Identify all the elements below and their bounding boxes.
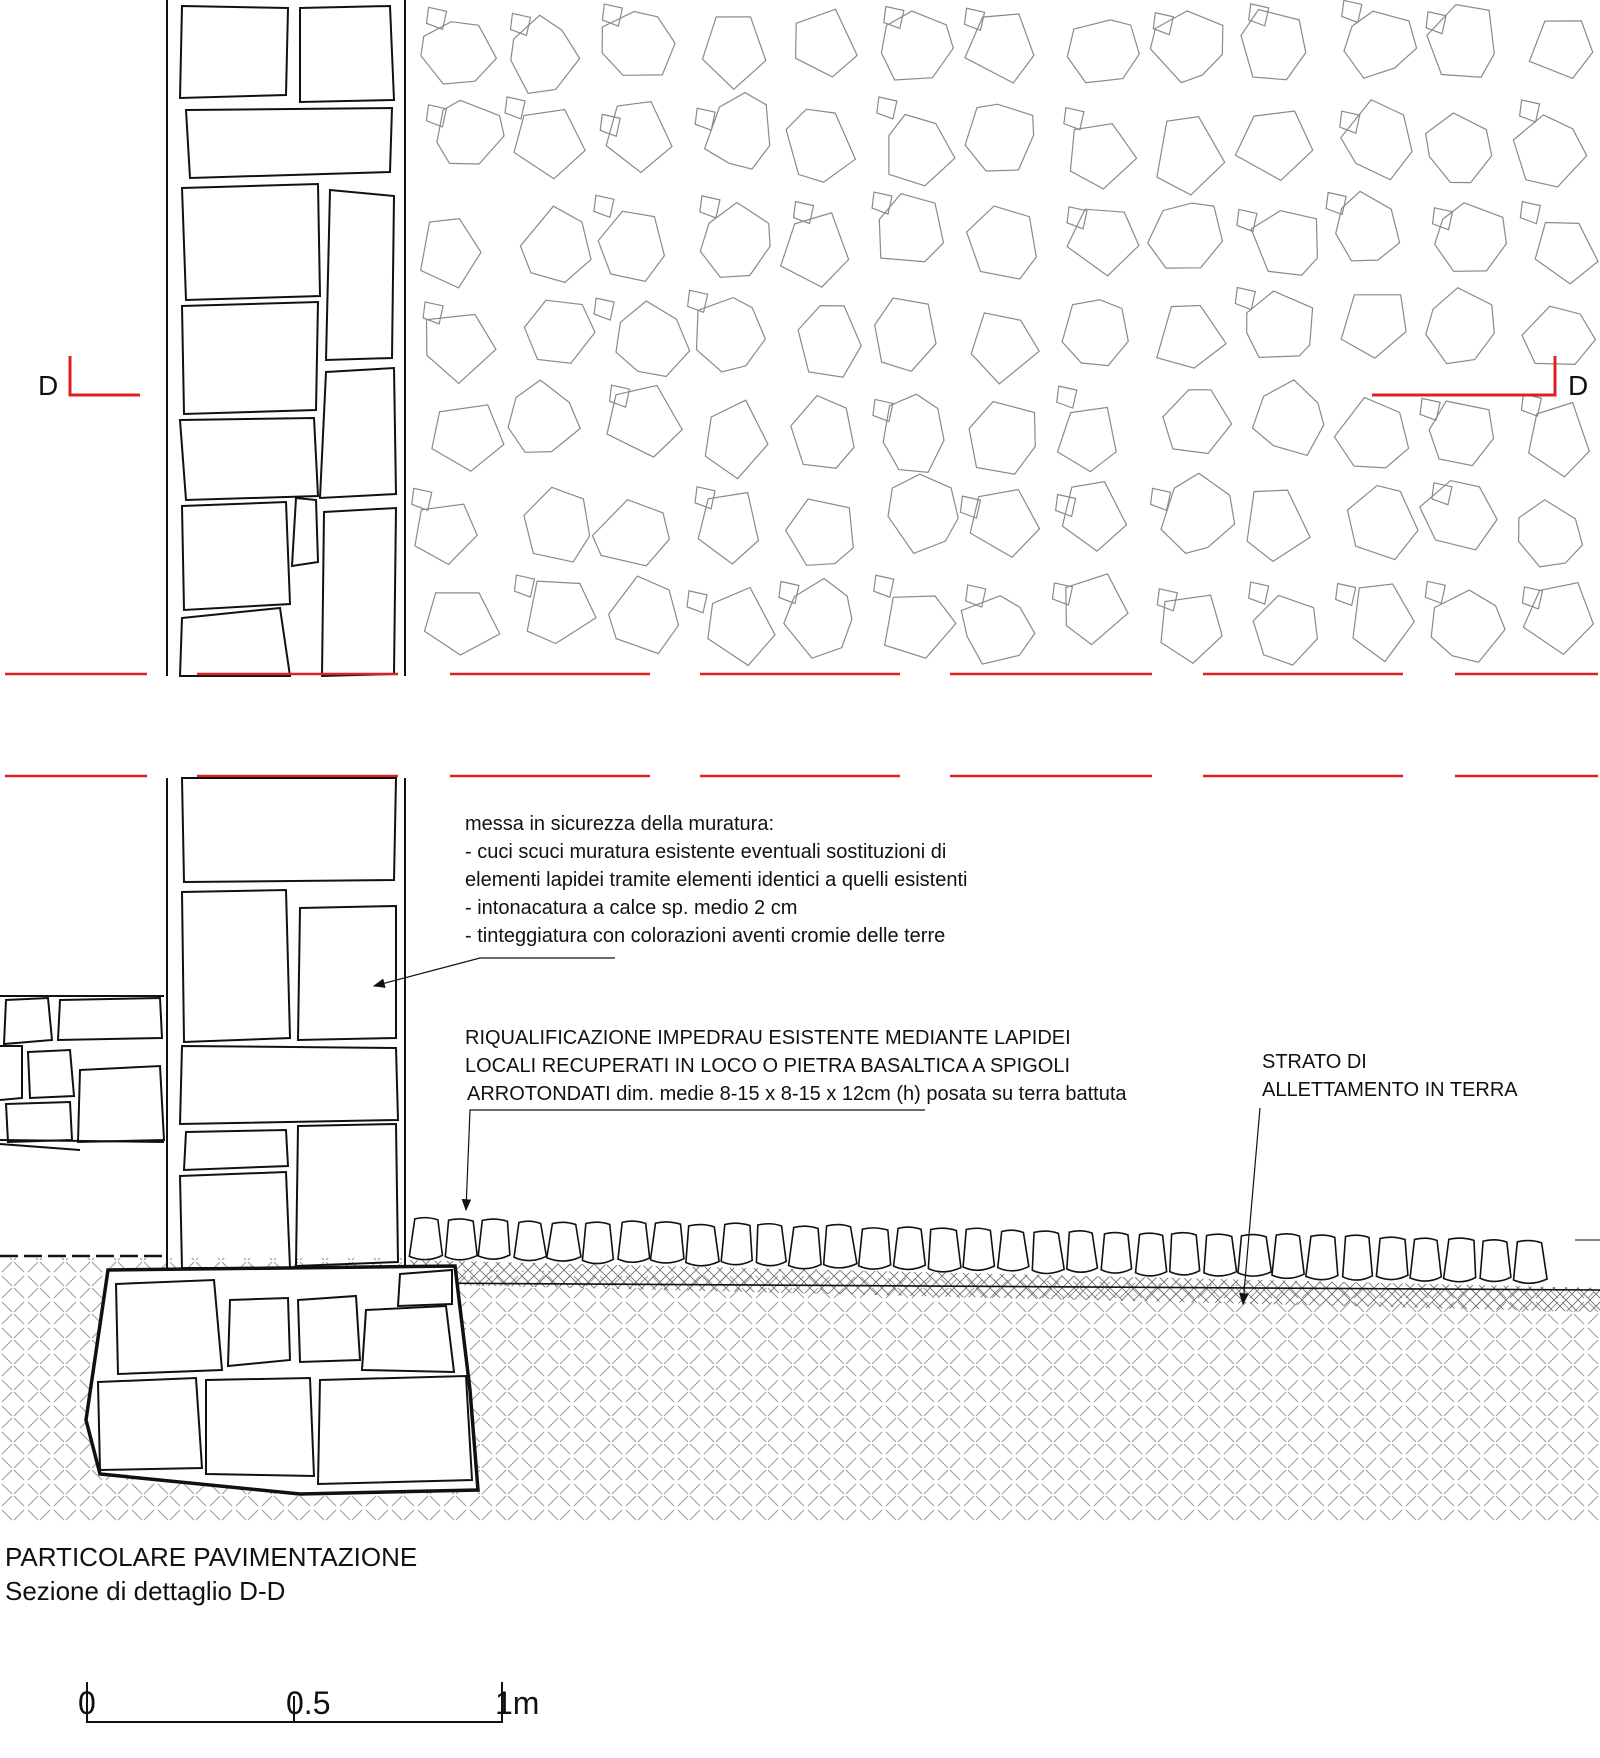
plan-stone [432, 405, 504, 471]
plan-stone [781, 213, 849, 287]
plan-stone [1151, 488, 1171, 510]
plan-stone [427, 314, 496, 383]
scale-bar [78, 1682, 539, 1722]
cobble-stone [582, 1222, 613, 1263]
foundation [86, 1266, 478, 1494]
plan-stone [1529, 21, 1592, 79]
plan-stone [786, 499, 854, 565]
wall-note-line: - intonacatura a calce sp. medio 2 cm [465, 897, 798, 919]
cobble-stone [894, 1227, 926, 1269]
plan-stone [1522, 306, 1595, 364]
paving-note-line: RIQUALIFICAZIONE IMPEDRAU ESISTENTE MEDIANTE LAPIDEI [465, 1027, 1071, 1049]
plan-stone [610, 385, 630, 407]
plan-stone [879, 194, 943, 262]
plan-stone [427, 7, 447, 29]
bedding-note-line: ALLETTAMENTO IN TERRA [1262, 1079, 1518, 1101]
plan-stone [1426, 113, 1492, 183]
wall-note-line: elementi lapidei tramite elementi identici a quelli esistenti [465, 869, 968, 891]
plan-stone [514, 110, 585, 179]
cobble-stone [963, 1228, 994, 1270]
plan-stone [1513, 115, 1586, 187]
plan-wall [167, 0, 405, 676]
plan-stone [1249, 582, 1269, 604]
plan-stone [703, 17, 766, 90]
cobble-stone [859, 1228, 891, 1269]
plan-stone [1521, 394, 1541, 416]
adjacent-wall [0, 996, 164, 1150]
plan-stone [1334, 398, 1408, 468]
plan-stone [1148, 203, 1223, 268]
bedding-note [1262, 1051, 1518, 1101]
scale-label-half: 0.5 [286, 1685, 331, 1721]
plan-stone [1429, 401, 1493, 466]
cobble-stone [445, 1219, 477, 1260]
plan-stone [421, 22, 497, 84]
plan-stone [602, 12, 675, 76]
plan-stone [874, 575, 894, 597]
cobble-stone [1032, 1231, 1064, 1273]
cobble-stone [756, 1224, 786, 1266]
plan-stone [425, 593, 500, 655]
cobble-stone [1101, 1233, 1131, 1273]
plan-stone [889, 115, 955, 186]
section-label-right: D [1568, 370, 1589, 401]
plan-stone [1247, 490, 1310, 561]
plan-stone [1341, 295, 1406, 358]
plan-stone [437, 100, 504, 164]
plan-stone [1340, 111, 1360, 133]
plan-stone [1353, 584, 1414, 662]
plan-stone [524, 487, 590, 562]
plan-stone [594, 195, 614, 217]
scale-label-0: 0 [78, 1685, 96, 1721]
bedding-note-line: STRATO DI [1262, 1051, 1367, 1073]
plan-stone [1070, 124, 1136, 189]
plan-stone [885, 596, 956, 658]
cobble-stone [686, 1225, 719, 1266]
plan-stone [1520, 202, 1540, 224]
plan-stone [1150, 11, 1222, 83]
plan-stone [960, 496, 980, 518]
plan-stone [1520, 100, 1540, 122]
plan-stone [877, 97, 897, 119]
plan-stone [524, 300, 595, 363]
plan-stone [607, 386, 682, 458]
plan-stone [412, 488, 432, 510]
plan-stone [687, 591, 707, 613]
plan-stone [415, 504, 477, 564]
section-wall [167, 778, 405, 1270]
plan-stone [969, 402, 1035, 475]
plan-stone [1251, 211, 1317, 276]
scale-label-1m: 1m [495, 1685, 540, 1721]
cobble-stone [514, 1221, 546, 1260]
plan-stone [1247, 291, 1313, 357]
plan-stone [511, 15, 580, 93]
plan-stone [708, 588, 775, 666]
plan-stone [593, 500, 670, 566]
plan-stone [1157, 306, 1226, 369]
cobble-stone [1480, 1240, 1511, 1282]
plan-stone [1535, 223, 1598, 284]
plan-stone [616, 301, 690, 377]
cobble-stone [721, 1223, 752, 1264]
cobble-stone [1238, 1235, 1271, 1277]
plan-stone [796, 9, 858, 77]
plan-stone [1235, 111, 1312, 180]
plan-stone [1067, 20, 1139, 83]
cobble-stone [1514, 1241, 1548, 1284]
drawing-title [5, 1542, 417, 1606]
plan-stone [1249, 4, 1269, 26]
wall-note [465, 813, 967, 947]
plan-stone [688, 290, 708, 312]
cobble-stone [547, 1222, 581, 1261]
cobble-stone [824, 1225, 857, 1268]
cobble-stone [650, 1222, 683, 1263]
cobble-stone [478, 1219, 510, 1259]
plan-stone [1435, 203, 1507, 271]
plan-stone [965, 104, 1034, 171]
cobble-stone [1376, 1237, 1407, 1279]
plan-stone [514, 575, 534, 597]
plan-stone [700, 196, 720, 218]
plan-stone [1523, 583, 1593, 655]
paving-note-line: ARROTONDATI dim. medie 8-15 x 8-15 x 12cm (h) posata su terra battuta [467, 1083, 1127, 1105]
cobble-stone [998, 1230, 1029, 1271]
section-view [0, 776, 1600, 1522]
cobble-stone [618, 1221, 650, 1262]
plan-stone [698, 493, 758, 564]
plan-stone [1342, 0, 1362, 22]
plan-stone [1235, 288, 1255, 310]
plan-stone [1253, 595, 1317, 665]
plan-stone [1426, 288, 1495, 364]
plan-stone [965, 14, 1034, 83]
section-label-left: D [38, 370, 59, 401]
cobble-stone [789, 1226, 821, 1269]
cobble-stone [928, 1228, 961, 1272]
cobble-stone [1306, 1235, 1338, 1280]
plan-stone [1161, 595, 1222, 663]
plan-stone [1067, 209, 1139, 276]
plan-stone [1064, 108, 1084, 130]
plan-stone [1425, 581, 1445, 603]
plan-stone [700, 203, 770, 278]
plan-stone [779, 581, 799, 603]
plan-stone [1426, 12, 1446, 34]
plan-stone [1157, 117, 1225, 195]
plan-stone [1163, 390, 1232, 454]
plan-stone [794, 202, 814, 224]
plan-stone [705, 93, 770, 170]
plan-stone [971, 313, 1039, 384]
plan-stone [786, 109, 855, 182]
plan-stone [1336, 583, 1356, 605]
cobble-stone [1343, 1235, 1373, 1280]
plan-stone [520, 206, 591, 282]
paving-note-line: LOCALI RECUPERATI IN LOCO O PIETRA BASALTICA A SPIGOLI [465, 1055, 1070, 1077]
plan-stone [872, 192, 892, 214]
plan-stone [527, 581, 596, 643]
plan-stone [1237, 209, 1257, 231]
plan-stone [1052, 583, 1072, 605]
wall-note-line: - cuci scuci muratura esistente eventuali sostituzioni di [465, 841, 947, 863]
plan-paving-stones [412, 0, 1598, 665]
plan-stone [695, 108, 715, 130]
cobble-stone [1170, 1233, 1200, 1275]
paving-note [465, 1027, 1127, 1105]
plan-stone [594, 298, 614, 320]
plan-stone [1348, 486, 1419, 560]
plan-stone [1058, 407, 1117, 471]
plan-view [5, 0, 1598, 676]
cobble-stone [1410, 1238, 1441, 1281]
cobble-stone [1204, 1234, 1237, 1276]
cobble-stone [409, 1218, 442, 1260]
plan-stone [961, 596, 1035, 664]
plan-stone [606, 102, 672, 173]
plan-stone [791, 396, 854, 469]
section-cut-right [1372, 356, 1588, 401]
plan-stone [508, 380, 580, 452]
plan-stone [875, 298, 936, 371]
plan-stone [505, 97, 525, 119]
cobble-stone [1272, 1234, 1304, 1279]
plan-stone [873, 399, 893, 421]
plan-stone [784, 579, 852, 659]
plan-stone [697, 298, 766, 372]
plan-stone [966, 585, 986, 607]
plan-stone [1519, 500, 1583, 567]
plan-stone [1057, 386, 1077, 408]
cobble-stone [1067, 1231, 1098, 1272]
plan-stone [1066, 574, 1128, 645]
plan-stone [1161, 473, 1235, 553]
plan-stone [967, 206, 1037, 279]
plan-stone [1427, 5, 1494, 78]
title-sub: Sezione di dettaglio D-D [5, 1576, 286, 1606]
plan-stone [421, 219, 481, 288]
plan-stone [1253, 380, 1324, 456]
plan-stone [798, 306, 861, 378]
plan-stone [598, 211, 664, 281]
plan-stone [1420, 398, 1440, 420]
plan-stone [1341, 100, 1412, 180]
plan-stone [705, 400, 768, 479]
title-main: PARTICOLARE PAVIMENTAZIONE [5, 1542, 418, 1572]
plan-stone [1420, 481, 1497, 550]
plan-stone [609, 576, 679, 654]
section-cut-left [38, 356, 140, 401]
wall-note-line: messa in sicurezza della muratura: [465, 813, 775, 835]
plan-stone [426, 105, 446, 127]
plan-stone [1326, 193, 1346, 215]
wall-note-line: - tinteggiatura con colorazioni aventi cromie delle terre [465, 925, 946, 947]
cobble-stone [1136, 1233, 1167, 1276]
plan-stone [881, 11, 953, 80]
cobble-stone [1444, 1238, 1476, 1282]
plan-stone [1062, 300, 1128, 366]
plan-stone [888, 474, 958, 553]
